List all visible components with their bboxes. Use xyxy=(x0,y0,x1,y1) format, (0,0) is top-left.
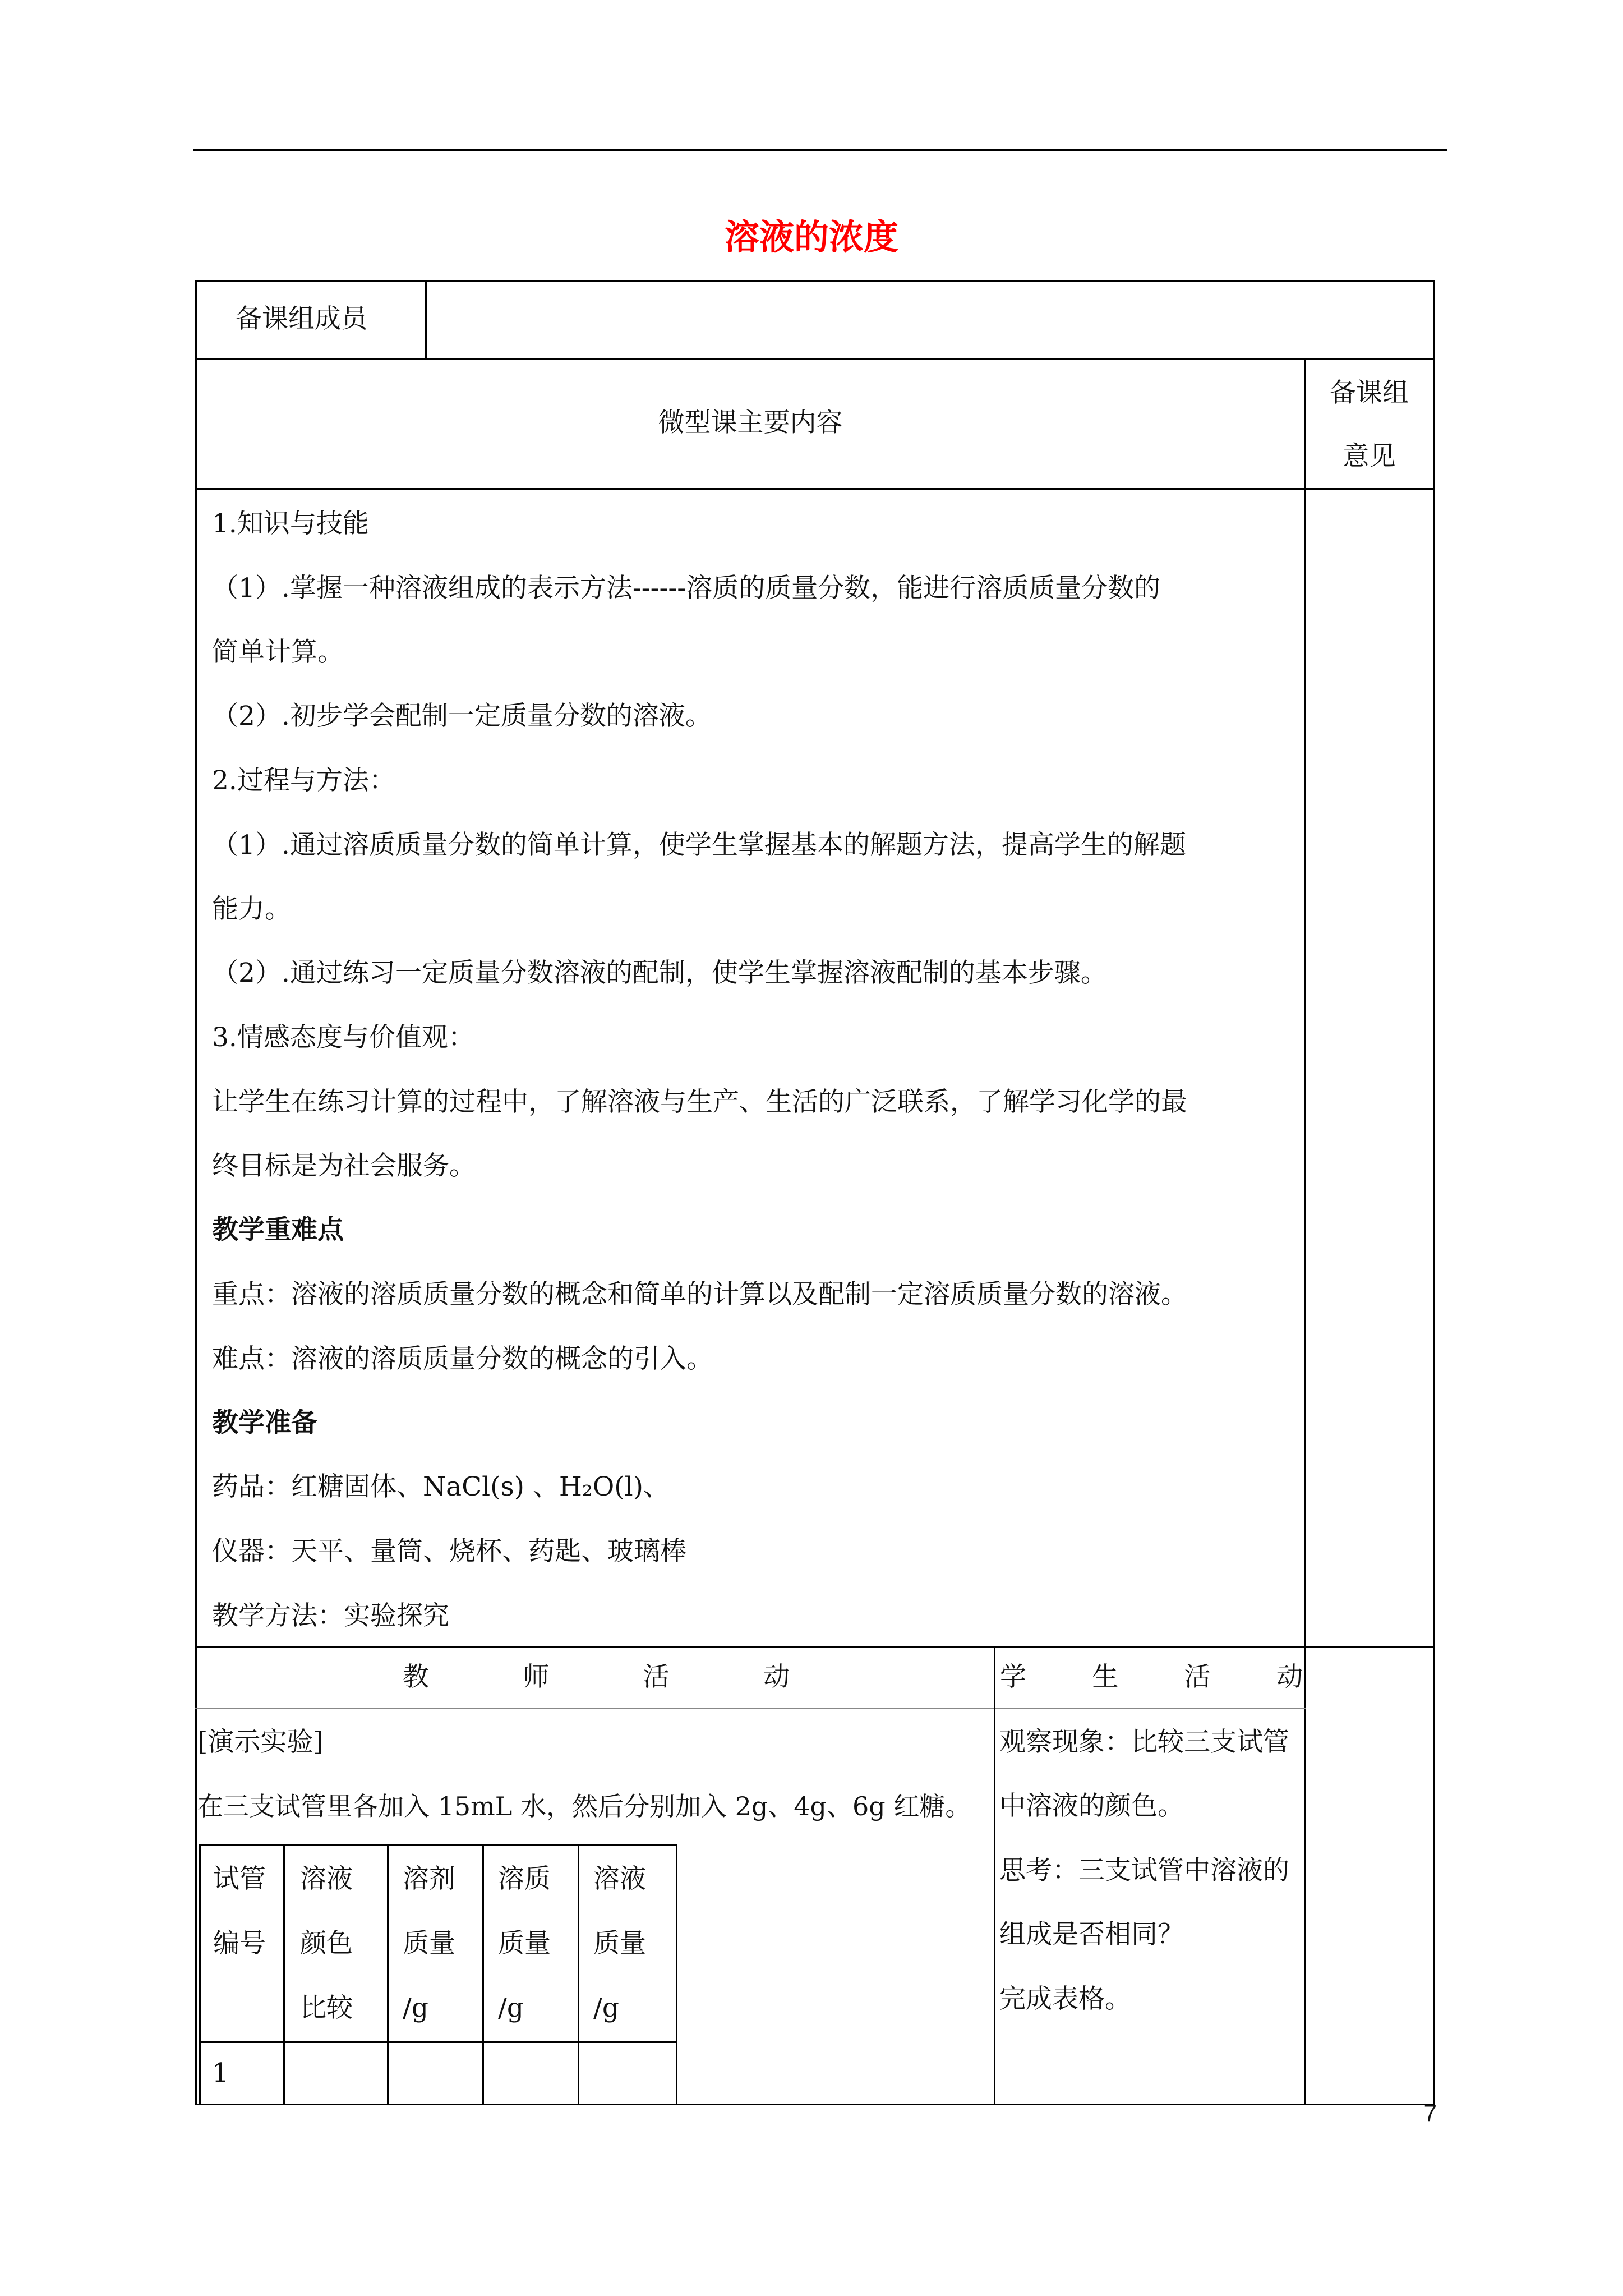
table-border-right xyxy=(1433,280,1435,2105)
content-line: 1.知识与技能 xyxy=(212,508,369,539)
tube-table-col-line xyxy=(676,1844,677,2105)
teacher-header-char: 动 xyxy=(763,1662,790,1692)
student-line: 完成表格。 xyxy=(999,1984,1131,2014)
tube-table-col-line xyxy=(199,1844,201,2105)
content-line: （2）.初步学会配制一定质量分数的溶液。 xyxy=(212,701,712,731)
row2-bottom xyxy=(195,488,1435,490)
student-header-char: 动 xyxy=(1276,1662,1303,1692)
teacher-header-char: 师 xyxy=(523,1662,550,1692)
table-border-left xyxy=(195,280,197,2105)
tube-table-header-bottom xyxy=(199,2041,677,2043)
member-divider xyxy=(425,280,427,359)
student-line: 思考：三支试管中溶液的 xyxy=(999,1855,1289,1886)
member-label: 备课组成员 xyxy=(236,303,367,334)
tube-header-cell: 质量 xyxy=(403,1928,455,1959)
tube-table-col-line xyxy=(387,1844,389,2105)
main-content-header: 微型课主要内容 xyxy=(658,407,843,438)
tube-header-cell: /g xyxy=(593,1993,619,2023)
row1-bottom xyxy=(195,358,1435,360)
tube-header-cell: 质量 xyxy=(593,1928,646,1959)
content-line: 终目标是为社会服务。 xyxy=(212,1151,476,1181)
tube-table-col-line xyxy=(482,1844,484,2105)
section-heading: 教学重难点 xyxy=(212,1214,344,1245)
tube-header-cell: /g xyxy=(498,1993,524,2023)
content-line: 重点：溶液的溶质质量分数的概念和简单的计算以及配制一定溶质质量分数的溶液。 xyxy=(212,1279,1187,1310)
header-rule xyxy=(193,149,1447,151)
page-number: 7 xyxy=(1423,2100,1437,2126)
content-line: 简单计算。 xyxy=(212,637,344,668)
content-line: 难点：溶液的溶质质量分数的概念的引入。 xyxy=(212,1343,713,1374)
student-header-char: 学 xyxy=(1000,1662,1026,1692)
page-title: 溶液的浓度 xyxy=(724,217,898,257)
tube-header-cell: 溶液 xyxy=(300,1864,353,1894)
content-line: 教学方法：实验探究 xyxy=(212,1600,449,1631)
student-line: 观察现象：比较三支试管 xyxy=(999,1727,1289,1757)
student-header-char: 生 xyxy=(1092,1662,1119,1692)
student-header-char: 活 xyxy=(1184,1662,1211,1692)
tube-header-cell: 质量 xyxy=(498,1928,551,1959)
teacher-activity-header xyxy=(403,1662,790,1693)
teacher-student-divider xyxy=(994,1646,995,2105)
content-line: 让学生在练习计算的过程中，了解溶液与生产、生活的广泛联系，了解学习化学的最 xyxy=(212,1087,1187,1117)
tube-table-bottom xyxy=(199,2104,677,2105)
tube-header-cell: /g xyxy=(403,1993,428,2023)
tube-header-cell: 溶剂 xyxy=(403,1864,455,1894)
activity-top xyxy=(195,1646,1435,1648)
teacher-header-char: 教 xyxy=(403,1662,429,1692)
content-line: （2）.通过练习一定质量分数溶液的配制，使学生掌握溶液配制的基本步骤。 xyxy=(212,958,1107,988)
tube-header-cell: 溶质 xyxy=(498,1864,551,1894)
student-activity-header xyxy=(1000,1662,1303,1693)
tube-header-cell: 比较 xyxy=(300,1993,353,2023)
opinion-header-line2: 意见 xyxy=(1343,441,1396,472)
teacher-header-char: 活 xyxy=(643,1662,670,1692)
teacher-line: 在三支试管里各加入 15mL 水，然后分别加入 2g、4g、6g 红糖。 xyxy=(197,1791,971,1821)
opinion-divider xyxy=(1304,358,1306,2105)
content-line: 药品：红糖固体、NaCl(s) 、H₂O(l)、 xyxy=(212,1471,670,1502)
activity-header-bottom xyxy=(195,1708,1306,1709)
content-line: 能力。 xyxy=(212,894,291,924)
tube-header-cell: 编号 xyxy=(213,1928,266,1959)
tube-header-cell: 颜色 xyxy=(300,1928,353,1959)
tube-table-col-line xyxy=(283,1844,285,2105)
student-line: 中溶液的颜色。 xyxy=(999,1791,1184,1821)
content-line: 3.情感态度与价值观： xyxy=(212,1022,474,1053)
tube-table-col-line xyxy=(578,1844,579,2105)
tube-header-cell: 溶液 xyxy=(593,1864,646,1894)
content-line: 仪器：天平、量筒、烧杯、药匙、玻璃棒 xyxy=(212,1536,686,1567)
section-heading: 教学准备 xyxy=(212,1407,317,1438)
tube-header-cell: 试管 xyxy=(213,1864,266,1894)
student-line: 组成是否相同？ xyxy=(999,1919,1184,1950)
content-line: （1）.掌握一种溶液组成的表示方法------溶质的质量分数，能进行溶质质量分数的 xyxy=(212,573,1161,604)
tube-row-cell: 1 xyxy=(212,2058,229,2088)
tube-table-top xyxy=(199,1844,677,1846)
content-line: （1）.通过溶质质量分数的简单计算，使学生掌握基本的解题方法，提高学生的解题 xyxy=(212,830,1186,861)
content-line: 2.过程与方法： xyxy=(212,765,395,796)
table-border-top xyxy=(195,280,1435,282)
teacher-line: [演示实验] xyxy=(197,1727,324,1757)
opinion-header-line1: 备课组 xyxy=(1330,378,1409,408)
